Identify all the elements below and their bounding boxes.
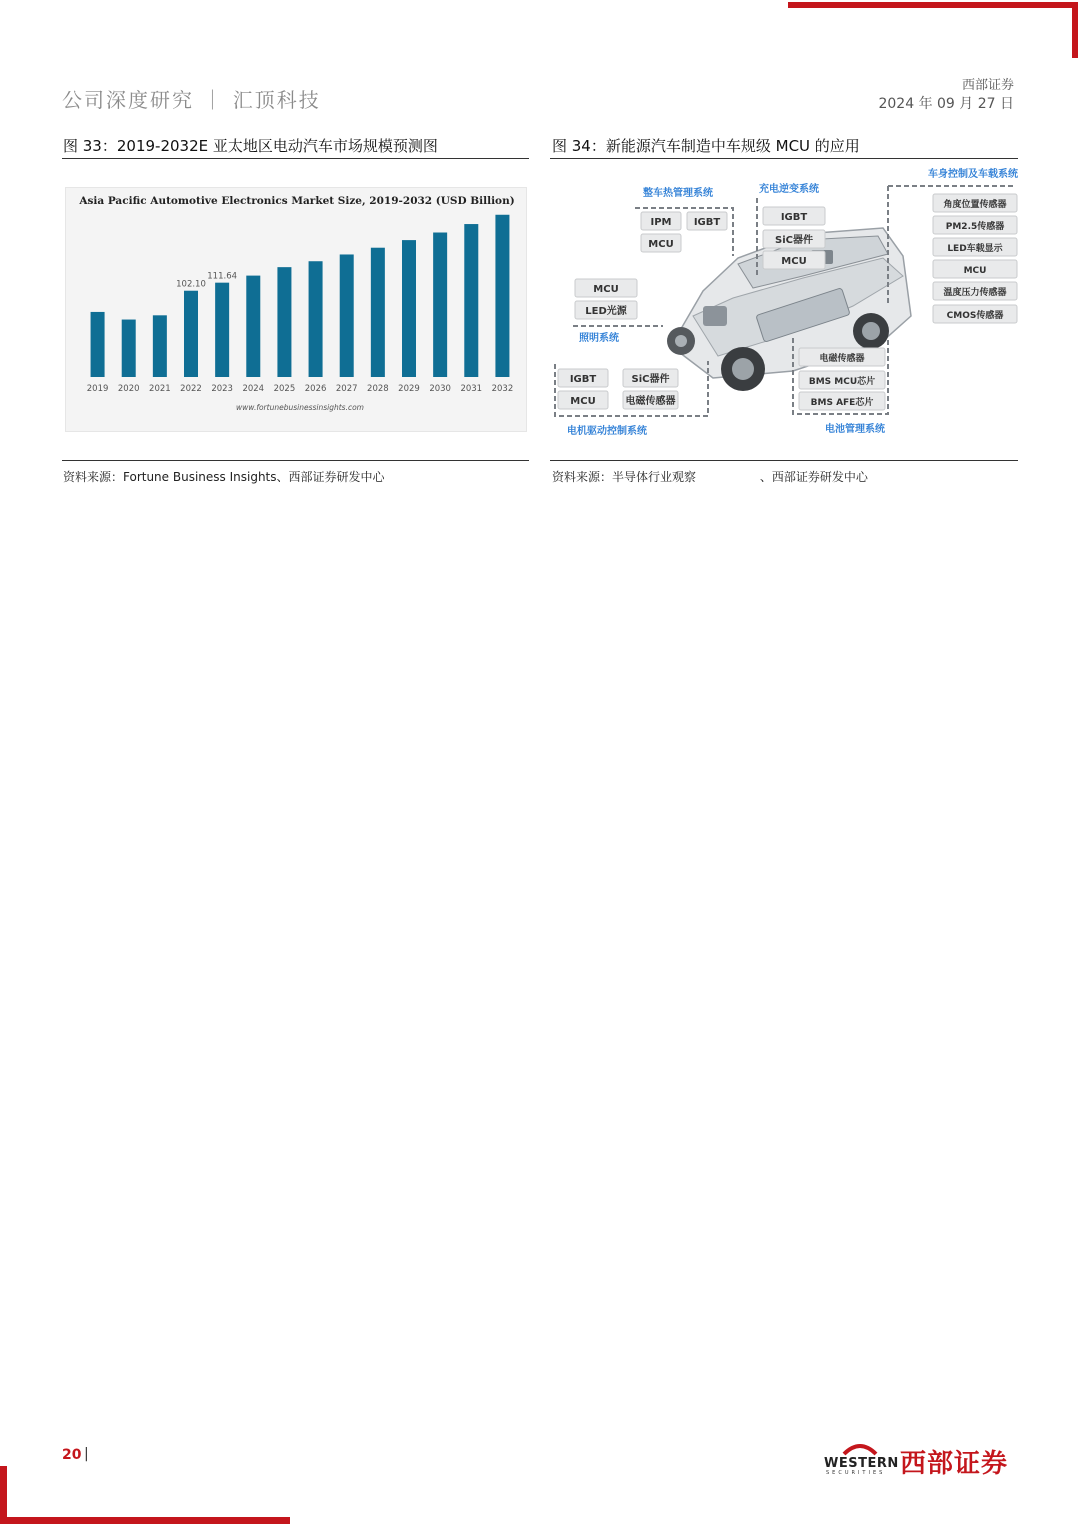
bar-2032 bbox=[495, 215, 509, 377]
x-tick-2024: 2024 bbox=[242, 384, 265, 394]
diagram-item-label-0-0: IPM bbox=[650, 217, 672, 228]
firm-name: 西部证券 bbox=[961, 78, 1014, 93]
figure-33-source: 资料来源：Fortune Business Insights、西部证券研发中心 bbox=[63, 470, 385, 484]
figure-34-bottom-rule bbox=[550, 460, 1018, 461]
diagram-item-label-4-1: SiC器件 bbox=[631, 374, 670, 385]
diagram-group-title-3: 照明系统 bbox=[579, 333, 619, 344]
chart-watermark: www.fortunebusinessinsights.com bbox=[236, 403, 364, 412]
western-logo-chinese: 西部证券 bbox=[900, 1449, 1009, 1479]
x-tick-2022: 2022 bbox=[180, 384, 202, 394]
x-tick-2032: 2032 bbox=[491, 384, 514, 394]
x-tick-2023: 2023 bbox=[211, 384, 233, 394]
x-tick-2020: 2020 bbox=[117, 384, 140, 394]
bar-2020 bbox=[122, 320, 136, 377]
bar-2022 bbox=[184, 291, 198, 377]
report-title: 公司深度研究 ｜ 汇顶科技 bbox=[62, 88, 321, 112]
x-tick-2025: 2025 bbox=[273, 384, 296, 394]
diagram-item-label-2-4: 温度压力传感器 bbox=[943, 288, 1007, 298]
data-label-2022: 102.10 bbox=[176, 279, 206, 290]
diagram-item-label-1-0: IGBT bbox=[780, 212, 808, 223]
western-logo-subtext: SECURITIES bbox=[826, 1470, 886, 1476]
chart-canvas bbox=[66, 188, 526, 431]
diagram-item-label-0-2: MCU bbox=[648, 239, 674, 250]
page-number-separator: | bbox=[84, 1446, 89, 1462]
diagram-item-label-0-1: IGBT bbox=[693, 217, 721, 228]
diagram-item-label-4-0: IGBT bbox=[569, 374, 597, 385]
bar-2030 bbox=[433, 233, 447, 377]
bar-2021 bbox=[153, 315, 167, 377]
x-tick-2019: 2019 bbox=[86, 384, 109, 394]
left-accent-bar bbox=[0, 1466, 7, 1524]
diagram-group-title-2: 车身控制及车载系统 bbox=[928, 169, 1018, 180]
diagram-item-label-2-5: CMOS传感器 bbox=[946, 311, 1004, 321]
page-number: 20 bbox=[62, 1447, 82, 1463]
figure-33-bottom-rule bbox=[62, 460, 529, 461]
bar-2025 bbox=[277, 267, 291, 377]
report-date: 2024 年 09 月 27 日 bbox=[878, 96, 1014, 112]
diagram-group-title-1: 充电逆变系统 bbox=[759, 184, 819, 195]
diagram-canvas bbox=[553, 166, 1018, 444]
x-tick-2027: 2027 bbox=[335, 384, 358, 394]
bar-2027 bbox=[340, 254, 354, 377]
x-tick-2029: 2029 bbox=[398, 384, 420, 394]
x-tick-2031: 2031 bbox=[460, 384, 483, 394]
figure-33-caption: 图 33：2019-2032E 亚太地区电动汽车市场规模预测图 bbox=[63, 137, 438, 155]
bar-2019 bbox=[91, 312, 105, 377]
x-tick-2030: 2030 bbox=[429, 384, 451, 394]
data-label-2023: 111.64 bbox=[207, 271, 238, 282]
x-tick-2021: 2021 bbox=[149, 384, 171, 394]
diagram-item-label-3-1: LED光源 bbox=[585, 306, 627, 317]
diagram-group-title-0: 整车热管理系统 bbox=[643, 188, 713, 199]
diagram-item-label-3-0: MCU bbox=[593, 284, 619, 295]
diagram-item-label-5-0: 电磁传感器 bbox=[819, 354, 865, 364]
diagram-item-label-2-3: MCU bbox=[963, 266, 987, 276]
diagram-item-label-1-1: SiC器件 bbox=[775, 235, 813, 246]
diagram-item-label-5-1: BMS MCU芯片 bbox=[808, 377, 876, 387]
bar-2029 bbox=[402, 240, 416, 377]
figure-34-caption: 图 34：新能源汽车制造中车规级 MCU 的应用 bbox=[552, 137, 860, 155]
bar-2024 bbox=[246, 276, 260, 377]
top-accent-bar bbox=[788, 2, 1078, 8]
figure-33-top-rule bbox=[62, 158, 529, 159]
bar-2031 bbox=[464, 224, 478, 377]
mcu-application-diagram bbox=[553, 166, 1018, 444]
figure-34-source: 资料来源：半导体行业观察 、西部证券研发中心 bbox=[552, 470, 868, 484]
x-tick-2028: 2028 bbox=[367, 384, 389, 394]
diagram-item-label-1-2: MCU bbox=[781, 256, 807, 267]
figure-34-top-rule bbox=[550, 158, 1018, 159]
diagram-item-label-2-0: 角度位置传感器 bbox=[943, 200, 1007, 210]
diagram-item-label-4-3: 电磁传感器 bbox=[625, 396, 676, 407]
bottom-accent-bar bbox=[0, 1517, 290, 1524]
right-accent-bar bbox=[1072, 2, 1078, 58]
diagram-item-label-2-2: LED车载显示 bbox=[947, 244, 1003, 254]
chart-title: Asia Pacific Automotive Electronics Market Size, 2019-2032 (USD Billion) bbox=[79, 195, 515, 207]
western-logo-arc-icon bbox=[842, 1442, 878, 1456]
western-logo-text: WESTERN bbox=[824, 1456, 899, 1471]
bar-2028 bbox=[371, 248, 385, 377]
diagram-item-label-5-2: BMS AFE芯片 bbox=[810, 398, 874, 408]
x-tick-2026: 2026 bbox=[304, 384, 327, 394]
bar-2023 bbox=[215, 283, 229, 377]
diagram-item-label-2-1: PM2.5传感器 bbox=[945, 222, 1005, 232]
diagram-group-title-5: 电池管理系统 bbox=[825, 424, 885, 435]
diagram-group-title-4: 电机驱动控制系统 bbox=[567, 426, 647, 437]
diagram-item-label-4-2: MCU bbox=[570, 396, 596, 407]
bar-2026 bbox=[309, 261, 323, 377]
market-size-chart bbox=[65, 187, 527, 432]
